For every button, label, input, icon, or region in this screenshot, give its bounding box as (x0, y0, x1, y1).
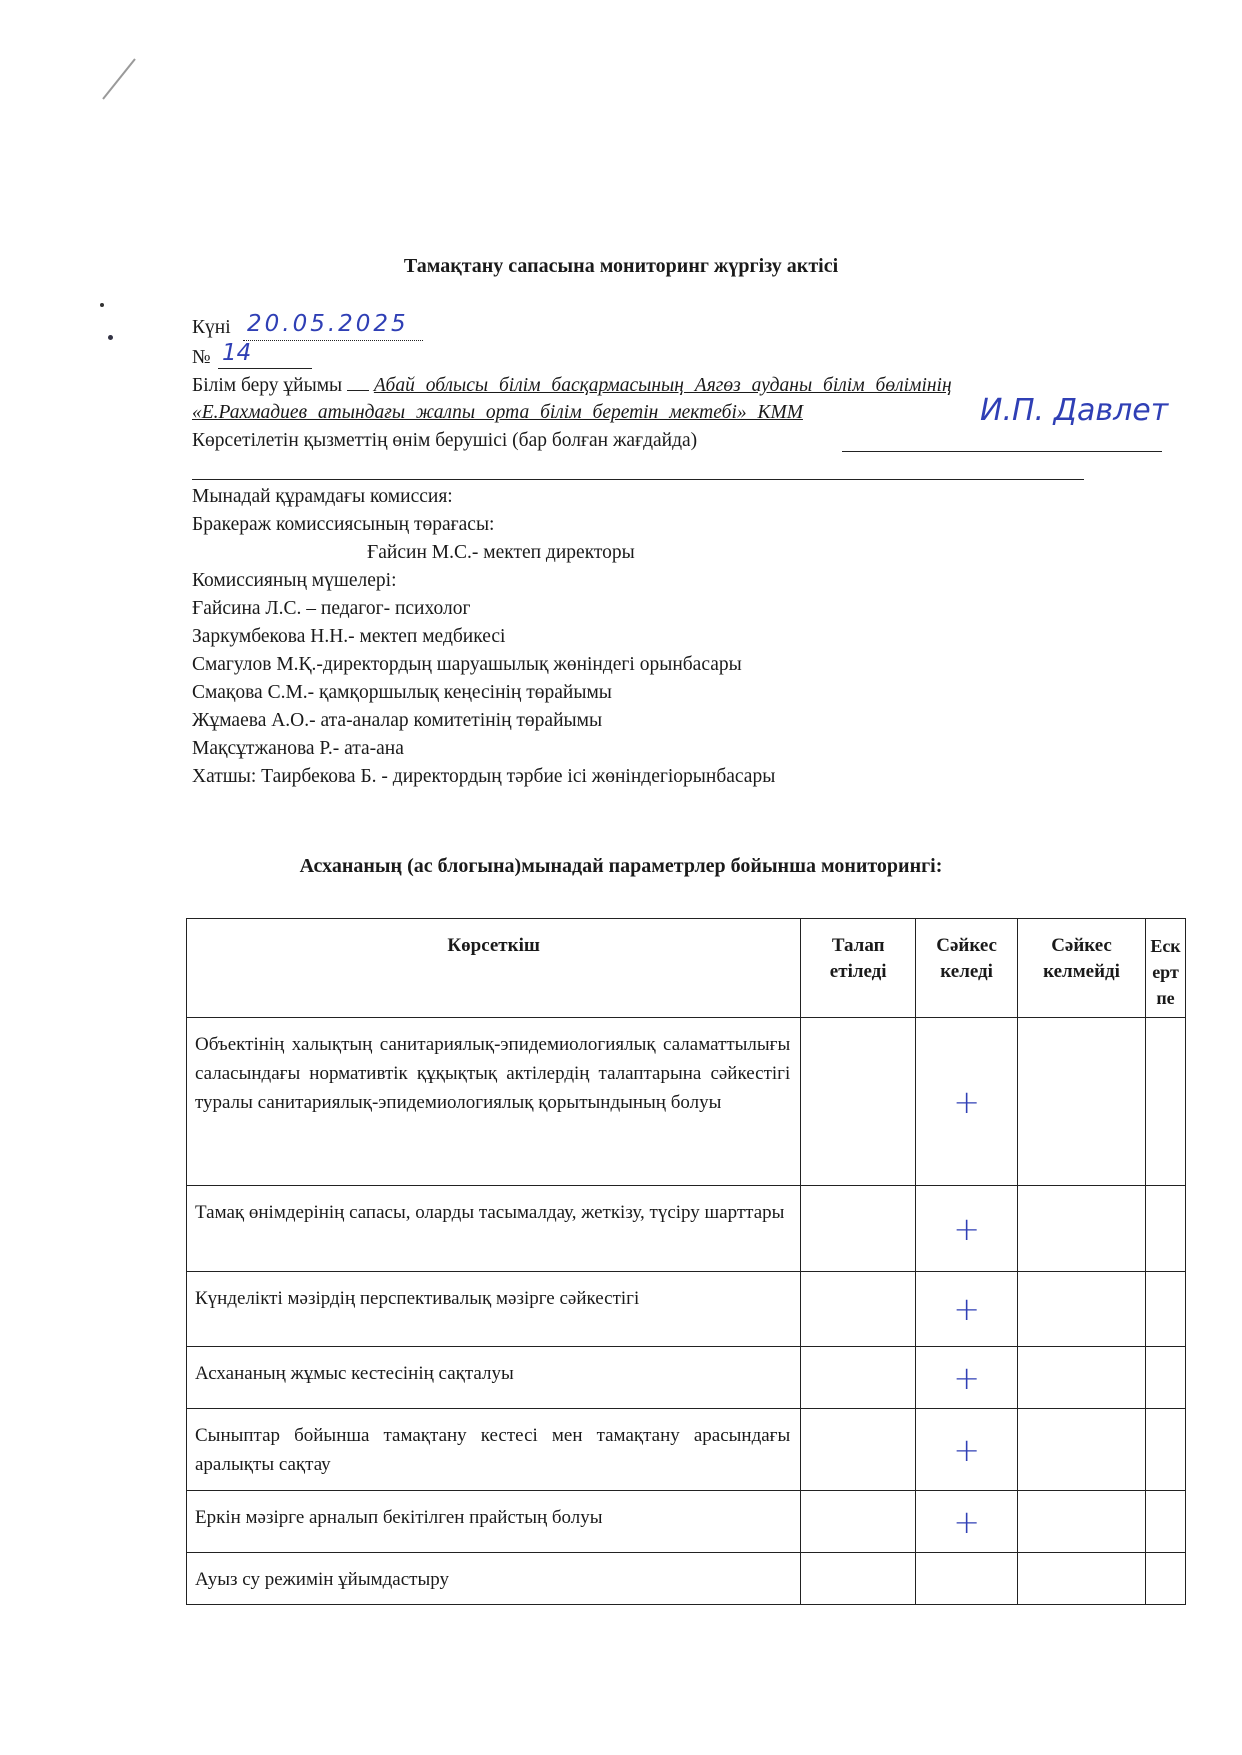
member-5: Жұмаева А.О.- ата-аналар комитетінің төрайымы (192, 710, 603, 731)
row-not-complies (1018, 1018, 1146, 1186)
row-indicator: Асхананың жұмыс кестесінің сақталуы (187, 1347, 801, 1409)
table-row (187, 1018, 1186, 1186)
chair-name: Ғайсин М.С.- мектеп директоры (367, 542, 635, 563)
header-indicator: Көрсеткіш (187, 919, 801, 1018)
row-complies-mark: + (916, 1491, 1018, 1553)
header-not-complies: Сәйкес келмейді (1018, 919, 1146, 1018)
header-complies: Сәйкес келеді (916, 919, 1018, 1018)
date-line (192, 317, 231, 339)
table-row (187, 1272, 1186, 1347)
row-note (1146, 1491, 1186, 1553)
chair-label: Бракераж комиссиясының төрағасы: (192, 514, 495, 535)
row-indicator: Объектінің халықтың санитариялық-эпидемиологиялық саламаттылығы саласындағы нормативтік құқықтық актілердің талаптарына сәйкестігі туралы санитариялық-эпидемиологиялық қорытындының болуы (187, 1018, 801, 1186)
row-indicator: Еркін мәзірге арналып бекітілген прайстың болуы (187, 1491, 801, 1553)
row-not-complies (1018, 1553, 1146, 1605)
supplier-label: Көрсетілетін қызметтің өнім берушісі (бар болған жағдайда) (192, 430, 698, 451)
row-note (1146, 1018, 1186, 1186)
number-label: № (192, 347, 211, 368)
row-required (801, 1347, 916, 1409)
pen-stroke-mark (95, 55, 145, 105)
row-complies-mark: + (916, 1347, 1018, 1409)
row-note (1146, 1186, 1186, 1272)
members-label: Комиссияның мүшелері: (192, 570, 397, 591)
row-indicator: Тамақ өнімдерінің сапасы, оларды тасымалдау, жеткізу, түсіру шарттары (187, 1186, 801, 1272)
commission-intro: Мынадай құрамдағы комиссия: (192, 486, 453, 507)
margin-dot (100, 303, 104, 307)
monitoring-table (186, 918, 1186, 1605)
row-indicator: Күнделікті мәзірдің перспективалық мәзірге сәйкестігі (187, 1272, 801, 1347)
monitoring-title: Асхананың (ас блогына)мынадай параметрлер бойынша мониторингі: (299, 855, 943, 877)
row-complies-mark (916, 1553, 1018, 1605)
number-line (192, 347, 211, 369)
row-not-complies (1018, 1186, 1146, 1272)
table-header-row (187, 919, 1186, 1018)
row-required (801, 1553, 916, 1605)
row-not-complies (1018, 1347, 1146, 1409)
row-note (1146, 1409, 1186, 1491)
row-required (801, 1409, 916, 1491)
table-row (187, 1553, 1186, 1605)
org-name-2: «Е.Рахмадиев атындағы жалпы орта білім беретін мектебі» КММ (192, 402, 803, 423)
number-value: 14 (222, 340, 252, 366)
row-not-complies (1018, 1272, 1146, 1347)
member-2: Заркумбекова Н.Н.- мектеп медбикесі (192, 626, 506, 647)
secretary: Хатшы: Таирбекова Б. - директордың тәрбие ісі жөніндегіорынбасары (192, 766, 776, 787)
date-value: 20.05.2025 (247, 311, 409, 337)
row-indicator: Ауыз су режимін ұйымдастыру (187, 1553, 801, 1605)
row-required (801, 1491, 916, 1553)
table-row (187, 1186, 1186, 1272)
row-note (1146, 1272, 1186, 1347)
org-line-1 (192, 375, 952, 397)
row-complies-mark: + (916, 1272, 1018, 1347)
row-indicator: Сыныптар бойынша тамақтану кестесі мен тамақтану арасындағы аралықты сақтау (187, 1409, 801, 1491)
org-handwritten-note: И.П. Давлет (980, 393, 1169, 428)
table-row (187, 1491, 1186, 1553)
row-complies-mark: + (916, 1186, 1018, 1272)
org-label: Білім беру ұйымы (192, 375, 343, 396)
row-note (1146, 1347, 1186, 1409)
member-3: Смагулов М.Қ.-директордың шаруашылық жөніндегі орынбасары (192, 654, 742, 675)
margin-dot (108, 335, 113, 340)
member-4: Смақова С.М.- қамқоршылық кеңесінің төрайымы (192, 682, 612, 703)
row-required (801, 1272, 916, 1347)
row-required (801, 1186, 916, 1272)
org-line-2 (192, 402, 803, 424)
header-note: Ескертпе (1146, 919, 1186, 1018)
row-required (801, 1018, 916, 1186)
org-name-1: Абай облысы білім басқармасының Аягөз ауданы білім бөлімінің (373, 375, 952, 396)
supplier-line (192, 430, 697, 452)
header-required: Талап етіледі (801, 919, 916, 1018)
member-6: Мақсұтжанова Р.- ата-ана (192, 738, 404, 759)
table-row (187, 1347, 1186, 1409)
row-not-complies (1018, 1409, 1146, 1491)
row-not-complies (1018, 1491, 1146, 1553)
row-complies-mark: + (916, 1018, 1018, 1186)
row-note (1146, 1553, 1186, 1605)
date-label: Күні (192, 317, 231, 338)
member-1: Ғайсина Л.С. – педагог- психолог (192, 598, 471, 619)
row-complies-mark: + (916, 1409, 1018, 1491)
table-row (187, 1409, 1186, 1491)
document-title: Тамақтану сапасына мониторинг жүргізу актісі (403, 255, 839, 277)
